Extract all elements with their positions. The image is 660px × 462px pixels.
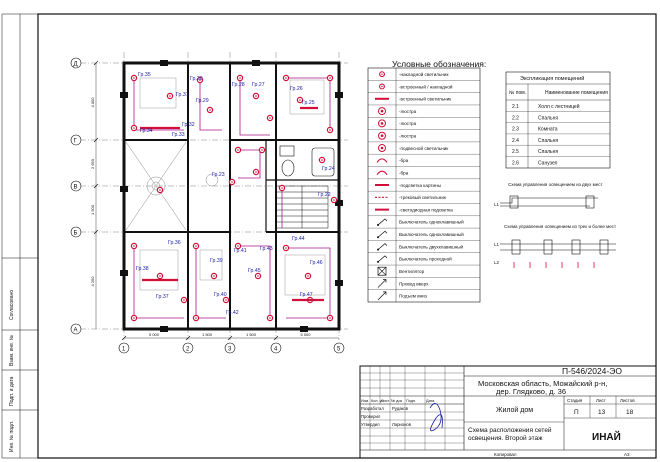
title-block-header-cell: № док [391,399,403,403]
legend-item-label: -встроенный светильник [399,96,452,102]
axis-label: 2 [186,346,190,353]
lamp-dot [237,245,239,247]
lamp-dot [169,95,171,97]
group-label: Гр.34 [140,128,153,134]
title-block-header-cell: Подп. [406,399,417,403]
control-schemes [494,182,616,268]
lamp-dot [133,245,135,247]
dimension-label: 1 500 [90,204,95,215]
group-label: Гр.40 [214,292,227,298]
title-block-person: Рудаков [392,406,408,411]
lamp-dot [255,95,257,97]
dimension-label: 5 000 [300,332,311,337]
lamp-dot [281,187,283,189]
lamp-dot [299,99,301,101]
explication-table [506,72,610,168]
company-logo: ИНАЙ [592,432,621,443]
dimension-label: 2 650 [90,158,95,169]
group-label: Гр.27 [252,82,265,88]
axis-label: А [73,327,78,334]
group-label: Гр.47 [300,292,313,298]
title-block-header-cell: Изм. [361,399,370,403]
group-label: Гр.28 [232,82,245,88]
explication-cell-num: 2.4 [512,137,519,144]
sheets-header: Листов [620,398,635,403]
axis-label: 5 [337,346,341,353]
group-label: Гр.41 [234,248,247,254]
lamp-dot [257,275,259,277]
lamp-dot [285,77,287,79]
explication-cell-name: Санузел [538,160,558,167]
legend-item-label: Провод вверх [399,281,429,287]
axis-label: Г [73,138,77,145]
lamp-dot [255,171,257,173]
explication-cell-name: Спальня [538,149,559,156]
lamp-dot [239,77,241,79]
stage-value: П [574,409,579,416]
explication-title: Экспликация помещений [520,76,585,82]
dimension-label: 5 000 [149,332,160,337]
group-label: Гр.29 [196,98,209,104]
lamp-dot [133,317,135,319]
group-label: Гр.36 [168,240,181,246]
legend-item-label: Выключатель одноклавишный [399,219,464,225]
side-stamp-replace: Взам. инв. № [9,335,15,366]
legend-title: Условные обозначения: [392,59,487,69]
scheme-wire-l2: L2 [494,260,500,265]
sheet-value: 13 [598,409,606,416]
lamp-dot [333,199,335,201]
side-stamp [2,14,38,458]
group-label: Гр.37 [156,294,169,300]
copied-label: Копировал [494,452,517,457]
group-label: Гр.44 [292,236,305,242]
lamp-dot [159,189,161,191]
group-label: Гр.45 [248,268,261,274]
wire-down-icon [378,280,386,288]
pendant-light-icon [379,145,386,152]
legend-item-label: -подвесной светильник [399,145,449,151]
sheet-header: Лист [596,398,606,403]
legend-item-label: -бра [399,158,409,164]
lamp-dot [261,149,263,151]
axis-label: 3 [228,346,232,353]
scheme-wire-l1b: L1 [494,242,500,247]
dimension-label: 1 500 [202,332,213,337]
lamp-dot [183,299,185,301]
legend-item-label: Подъем вниз [399,293,427,299]
group-label: Гр.32 [182,122,195,128]
explication-cell-num: 2.2 [512,115,519,122]
title-block-header-cell: Дата [426,399,435,403]
lamp-dot [329,129,331,131]
title-block-role: Утвердил [361,422,380,427]
switch-double-icon [377,244,387,251]
group-label: Гр.30 [190,76,203,82]
group-label: Гр.26 [290,86,303,92]
legend-item-label: -люстра [399,108,417,114]
title-block-object: Жилой дом [496,407,534,414]
group-label: Гр.24 [322,166,335,172]
signature-icon [430,403,442,430]
lamp-dot [159,275,161,277]
lamp-dot [329,317,331,319]
lamp-dot [329,77,331,79]
lamp-dot [133,127,135,129]
switch-pass-icon [377,256,387,263]
group-label: Гр.23 [212,172,225,178]
title-block-header-cell: Кол. уч [371,399,384,403]
explication-cell-num: 2.6 [512,160,519,167]
side-stamp-approved: Согласовано [9,289,15,320]
dimension-label: 1 500 [246,332,257,337]
lamp-dot [195,317,197,319]
legend-item-label: -накладной светильник [399,71,449,77]
lamp-dot [213,275,215,277]
sheets-value: 18 [626,409,634,416]
title-block-sheet-title: Схема расположения сетей освещения. Второй этаж [468,427,552,442]
explication-cell-num: 2.5 [512,149,519,156]
lamp-dot [225,299,227,301]
legend-item-label: Выключатель одноклавишный [399,232,464,238]
axis-label: В [73,184,78,191]
title-block [360,366,656,458]
lamp-dot [209,109,211,111]
title-block-person: Ларионов [392,422,411,427]
lamp-dot [231,181,233,183]
fan-icon [378,267,386,275]
group-label: Гр.35 [138,72,151,78]
explication-cell-name: Спальня [538,137,559,144]
explication-header-name: Наименование помещения [545,90,608,96]
format-label: А3 [624,452,630,457]
legend-item-label: -бра [399,170,409,176]
legend-item-label: -трековый светильник [399,195,446,201]
stage-header: Стадия [567,398,583,403]
explication-header-num: № пом. [509,90,527,96]
title-block-address-2: дер. Глядково, д. 36 [496,387,567,396]
chandelier-small-icon [379,120,386,127]
title-block-header-cell: Лист [381,399,390,403]
title-block-role: Проверил [361,414,381,419]
lamp-dot [195,245,197,247]
axis-grid [71,52,348,353]
group-label: Гр.43 [260,246,273,252]
legend-item-label: -светодиодная подсветка [399,207,453,213]
switch-single-icon [377,219,387,226]
chandelier-icon [379,108,386,115]
lamp-dot [307,275,309,277]
scheme-three-places-title: Схема управления освещением из трех и более мест [504,224,617,229]
ceiling-light-icon [380,72,385,77]
explication-cell-name: Холл с лестницей [538,104,580,110]
sconce-icon [377,159,387,163]
legend-item-label: -люстра [399,133,417,139]
switch-single-ip-icon [377,231,387,238]
scheme-wire-l1: L1 [494,202,500,207]
legend-item-label: -встроенный / накладной [399,84,453,90]
axis-label: Б [73,230,78,237]
title-block-role: Разработал [361,406,384,411]
dimension-label: 4 000 [90,97,95,108]
group-label: Гр.46 [310,260,323,266]
legend-item-label: Вентилятор [399,269,425,275]
lamp-dot [269,317,271,319]
group-label: Гр.25 [302,100,315,106]
axis-label: Д [73,61,78,68]
lamp-dot [269,117,271,119]
sconce-small-icon [377,171,387,175]
side-stamp-sign: Подп. и дата [9,376,15,406]
title-block-code: П-546/2024-ЭО [562,366,622,376]
explication-cell-num: 2.3 [512,126,519,133]
group-label: Гр.33 [172,132,185,138]
group-label: Гр.22 [318,192,331,198]
explication-cell-num: 2.1 [512,104,519,110]
explication-cell-name: Комната [538,126,558,133]
side-stamp-inv: Инв. № подл. [9,420,15,452]
group-label: Гр.39 [210,258,223,264]
explication-cell-name: Спальня [538,115,559,122]
legend-item-label: -подсветка картины [399,182,441,188]
lamp-dot [237,149,239,151]
chandelier-line-icon [379,132,386,139]
scheme-two-places-title: Схема управления освещением из двух мест [508,182,603,187]
lamp-dot [321,159,323,161]
legend-item-label: Выключатель двухклавишный [399,244,464,250]
dimension-label: 4 250 [90,276,95,287]
recessed-light-icon [380,84,385,89]
wire-up-icon [378,292,386,300]
legend [368,59,486,302]
group-label: Гр.42 [226,310,239,316]
group-label: Гр.38 [136,266,149,272]
lamp-dot [133,77,135,79]
legend-item-label: Выключатель проходной [399,256,452,262]
legend-item-label: -люстра [399,121,417,127]
lamp-dot [285,247,287,249]
group-label: Гр.31 [176,92,189,98]
title-block-address-1: Московская область, Можайский р-н, [478,379,608,388]
axis-label: 1 [122,346,126,353]
axis-label: 4 [274,346,278,353]
